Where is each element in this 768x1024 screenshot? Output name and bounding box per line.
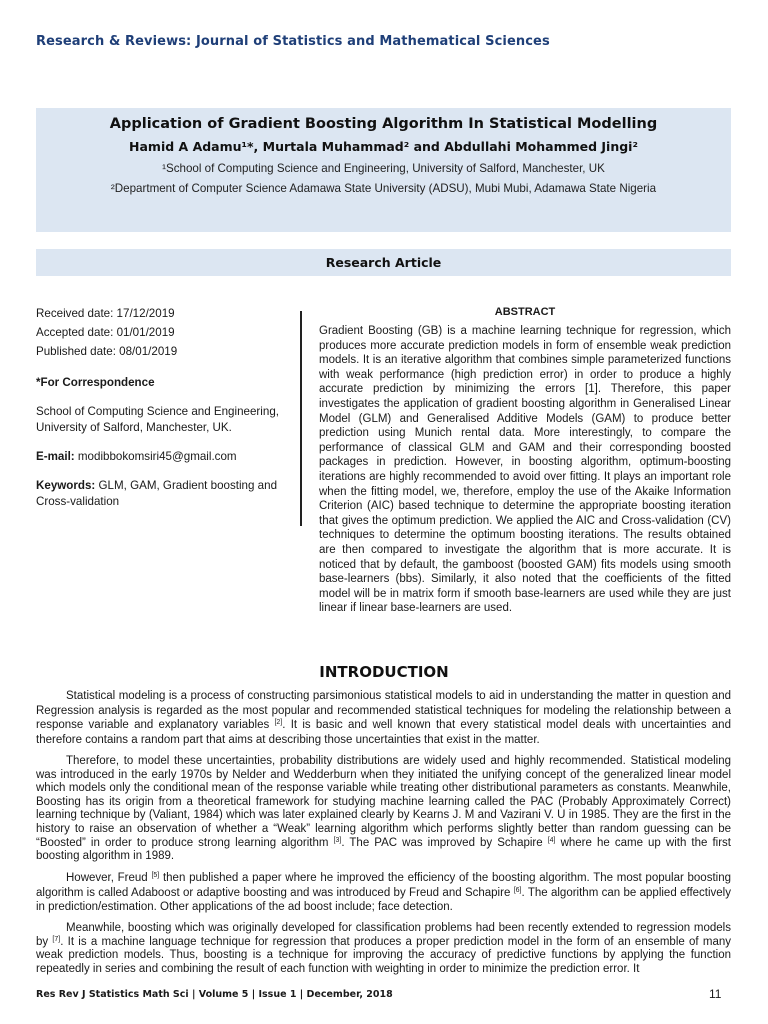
title-block (36, 108, 731, 232)
author-list: Hamid A Adamu¹*, Murtala Muhammad² and Abdullahi Mohammed Jingi² (129, 139, 638, 154)
abstract-text: Gradient Boosting (GB) is a machine learning technique for regression, which produces more accurate prediction models in form of ensemble weak prediction models. It is an iterative algorithm that combines simple parameterized functions with weak performance (high prediction error) in order to produce a highly accurate prediction by minimizing the errors [1]. Therefore, this paper investigates the application of gradient boosting algorithm in Generalised Linear Model (GLM) and Generalised Additive Models (GAM) to produce better prediction using Munich rental data. More interestingly, to compare the performance of classical GLM and GAM and their corresponding boosted packages in prediction. However, in boosting algorithm, optimum-boosting iterations are highly recommended to avoid over fitting. It plays an important role when the fitting model, we, therefore, employ the use of the Akaike Information Criterion (AIC) based technique to determine the appropriate boosting iteration that gives the optimum prediction. We applied the AIC and Cross-validation (CV) techniques to determine the optimum boosting iterations. The results obtained are then compared to investigate the algorithm that is more accurate. It is noticed that by default, the gamboost (boosted GAM) fits models using smooth base-learners (bbs). Similarly, it also noted that the coefficients of the fitted model will be in matrix form if smooth base-learners are used while they are just linear if linear base-learners are used. (319, 325, 731, 615)
footer-citation: Res Rev J Statistics Math Sci | Volume 5 | Issue 1 | December, 2018 (36, 989, 393, 1000)
abstract-heading: ABSTRACT (494, 306, 556, 318)
email-address[interactable]: modibbokomsiri45@gmail.com (77, 450, 237, 463)
affiliation-1: ¹School of Computing Science and Engineering, University of Salford, Manchester, UK (162, 162, 605, 175)
article-type-banner: Research Article (36, 249, 731, 276)
column-divider (300, 311, 302, 526)
keywords-line (36, 478, 296, 509)
page-number: 11 (709, 987, 722, 1001)
introduction-heading: INTRODUCTION (319, 663, 449, 681)
citation-ref: [4] (547, 836, 556, 844)
correspondence-address: School of Computing Science and Engineering, University of Salford, Manchester, UK. (36, 405, 279, 434)
email-label: E-mail: (36, 450, 75, 463)
journal-title: Research & Reviews: Journal of Statistics and Mathematical Sciences (36, 34, 550, 49)
citation-ref: [2] (274, 719, 283, 727)
citation-ref: [7] (52, 935, 61, 943)
intro-paragraph-3: However, Freud [5] then published a paper where he improved the efficiency of the boosting algorithm. The most popular boosting algorithm is called Adaboost or adaptive boosting and was introduced by Freud and Schapire [6]. The algorithm can be applied effectively in prediction/estimation. Other applications of the ad boost include; face detection. (36, 872, 731, 914)
intro-paragraph-1: Statistical modeling is a process of constructing parsimonious statistical models to aid in understanding the matter in question and Regression analysis is regarded as the most popular and recommended statistical techniques for modeling the relationship between a response variable and explanatory variables [2]. It is basic and well known that every statistical model deals with uncertainties and therefore contains a random part that aims at describing those uncertainties that exist in the matter. (36, 690, 731, 746)
affiliation-2: ²Department of Computer Science Adamawa State University (ADSU), Mubi Mubi, Adamawa State Nigeria (110, 182, 657, 195)
citation-ref: [3] (333, 836, 342, 844)
article-info-sidebar (36, 304, 296, 509)
accepted-date: Accepted date: 01/01/2019 (36, 326, 175, 339)
intro-paragraph-4: Meanwhile, boosting which was originally developed for classification problems had been recently extended to regression models by [7]. It is a machine language technique for regression that produces a proper prediction model in the form of an ensemble of many weak prediction models. Thus, boosting is a technique for improving the accuracy of predictive functions by applying the function repeatedly in series and combining the result of each function with weighting in order to minimize the prediction error. It (36, 922, 731, 975)
citation-ref: [6] (513, 886, 522, 894)
correspondence-label: *For Correspondence (36, 376, 155, 389)
keywords-label: Keywords: (36, 479, 96, 492)
paper-title: Application of Gradient Boosting Algorithm In Statistical Modelling (109, 116, 658, 132)
received-date: Received date: 17/12/2019 (36, 307, 175, 320)
email-line (36, 447, 296, 466)
intro-paragraph-2: Therefore, to model these uncertainties, probability distributions are widely used and highly recommended. Statistical modeling was introduced in the early 1970s by Nelder and Wedderburn when they initiated the unifying concept of the generalized linear model which models only the conditional mean of the response variable while treating other distributional parameters as constants. Meanwhile, Boosting has its origin from a theoretical framework for studying machine learning called the PAC (Probably Approximately Correct) learning technique by (Valiant, 1984) which was later explained clearly by Kearns J. M and Vazirani V. U in 1985. They are the first in the history to raise an observation of whether a “Weak” learning algorithm which performs slightly better than random guessing can be “Boosted” in order to produce strong learning algorithm [3]. The PAC was improved by Schapire [4] where he came up with the first boosting algorithm in 1989. (36, 755, 731, 863)
citation-ref: [5] (151, 872, 160, 879)
published-date: Published date: 08/01/2019 (36, 345, 178, 358)
keywords-value: GLM, GAM, Gradient boosting and Cross-validation (36, 479, 278, 508)
